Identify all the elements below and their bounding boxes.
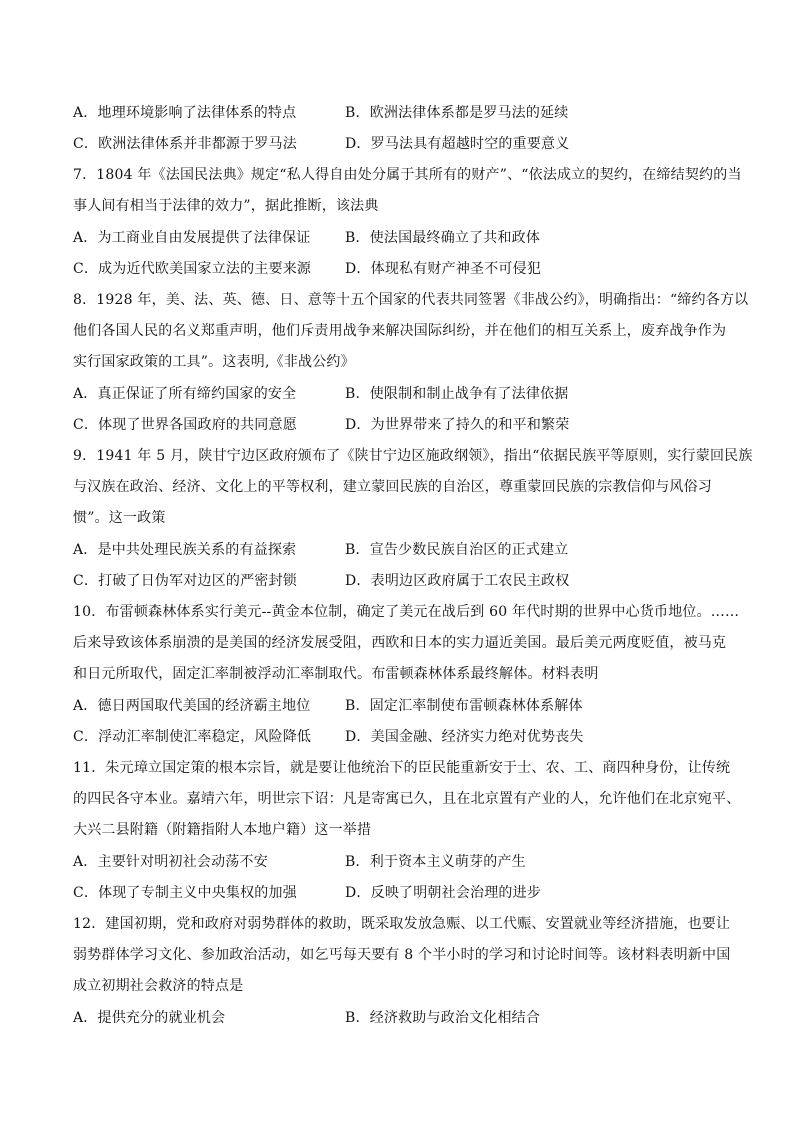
- q10-stem-line: 后来导致该体系崩溃的是美国的经济发展受阻，西欧和日本的实力逼近美国。最后美元两度贬值，被马克: [73, 635, 727, 651]
- q7-stem-line: 7．1804 年《法国民法典》规定“私人得自由处分属于其所有的财产”、“依法成立的契约，在缔结契约的当: [73, 167, 742, 183]
- q10-option-c: C．浮动汇率制使汇率稳定，风险降低: [73, 729, 312, 745]
- q7-option-b: B．使法国最终确立了共和政体: [345, 230, 541, 246]
- q9-stem-line: 惯”。这一政策: [73, 510, 166, 526]
- q9-option-a: A．是中共处理民族关系的有益探索: [73, 542, 297, 558]
- q12-stem-line: 12．建国初期，党和政府对弱势群体的救助，既采取发放急赈、以工代赈、安置就业等经济措施，也要让: [73, 916, 731, 932]
- q10-stem-line: 和日元所取代，固定汇率制被浮动汇率制取代。布雷顿森林体系最终解体。材料表明: [73, 666, 599, 682]
- q8-option-b: B．使限制和制止战争有了法律依据: [345, 386, 569, 402]
- q12-option-b: B．经济救助与政治文化相结合: [345, 1010, 541, 1026]
- q8-option-a: A．真正保证了所有缔约国家的安全: [73, 386, 297, 402]
- q8-option-d: D．为世界带来了持久的和平和繁荣: [345, 417, 570, 433]
- q11-option-c: C．体现了专制主义中央集权的加强: [73, 885, 297, 901]
- q7-option-c: C．成为近代欧美国家立法的主要来源: [73, 261, 312, 277]
- q10-stem-line: 10．布雷顿森林体系实行美元--黄金本位制，确定了美元在战后到 60 年代时期的世界中心货币地位。……: [73, 604, 740, 620]
- q11-option-a: A．主要针对明初社会动荡不安: [73, 854, 268, 870]
- q8-stem-line: 8．1928 年，美、法、英、德、日、意等十五个国家的代表共同签署《非战公约》，明确指出：“缔约各方以: [73, 292, 749, 308]
- q8-stem-line: 他们各国人民的名义郑重声明，他们斥责用战争来解决国际纠纷，并在他们的相互关系上，废弃战争作为: [73, 323, 727, 339]
- q7-stem-line: 事人间有相当于法律的效力”，据此推断，该法典: [73, 198, 379, 214]
- q7-option-d: D．体现私有财产神圣不可侵犯: [345, 261, 542, 277]
- q9-option-d: D．表明边区政府属于工农民主政权: [345, 573, 570, 589]
- q10-option-a: A．德日两国取代美国的经济霸主地位: [73, 698, 311, 714]
- q6-option-c: C．欧洲法律体系并非都源于罗马法: [73, 136, 297, 152]
- q11-stem-line: 11．朱元璋立国定策的根本宗旨，就是要让他统治下的臣民能重新安于士、农、工、商四种身份，让传统: [73, 760, 731, 776]
- q11-option-b: B．利于资本主义萌芽的产生: [345, 854, 526, 870]
- q11-stem-line: 大兴二县附籍（附籍指附人本地户籍）这一举措: [73, 822, 372, 838]
- q8-option-c: C．体现了世界各国政府的共同意愿: [73, 417, 297, 433]
- q9-stem-line: 与汉族在政治、经济、文化上的平等权利，建立蒙回民族的自治区，尊重蒙回民族的宗教信仰与风俗习: [73, 479, 712, 495]
- q6-option-b: B．欧洲法律体系都是罗马法的延续: [345, 105, 569, 121]
- q11-stem-line: 的四民各守本业。嘉靖六年，明世宗下诏：凡是寄寓已久，且在北京置有产业的人，允许他们在北京宛平、: [73, 791, 741, 807]
- q9-stem-line: 9．1941 年 5 月，陕甘宁边区政府颁布了《陕甘宁边区施政纲领》，指出“依据民族平等原则，实行蒙回民族: [73, 448, 753, 464]
- q6-option-d: D．罗马法具有超越时空的重要意义: [345, 136, 570, 152]
- q8-stem-line: 实行国家政策的工具”。这表明,《非战公约》: [73, 354, 355, 370]
- q9-option-b: B．宣告少数民族自治区的正式建立: [345, 542, 569, 558]
- q6-option-a: A．地理环境影响了法律体系的特点: [73, 105, 297, 121]
- q12-option-a: A．提供充分的就业机会: [73, 1010, 226, 1026]
- q7-option-a: A．为工商业自由发展提供了法律保证: [73, 230, 311, 246]
- q10-option-d: D．美国金融、经济实力绝对优势丧失: [345, 729, 584, 745]
- q10-option-b: B．固定汇率制使布雷顿森林体系解体: [345, 698, 583, 714]
- q12-stem-line: 成立初期社会救济的特点是: [73, 978, 244, 994]
- q11-option-d: D．反映了明朝社会治理的进步: [345, 885, 542, 901]
- q12-stem-line: 弱势群体学习文化、参加政治活动，如乞丐每天要有 8 个半小时的学习和讨论时间等。该材料表明新中国: [73, 947, 731, 963]
- q9-option-c: C．打破了日伪军对边区的严密封锁: [73, 573, 297, 589]
